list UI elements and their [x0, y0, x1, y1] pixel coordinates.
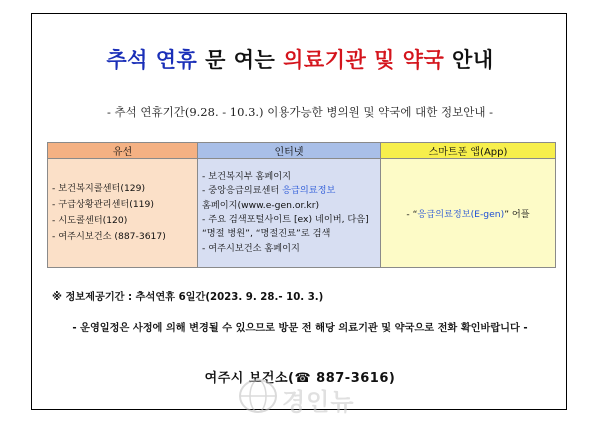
phone-item: - 시도콜센터(120) [52, 215, 128, 226]
app-name[interactable]: 응급의료정보(E-gen) [417, 209, 505, 220]
header-app: 스마트폰 앱(App) [381, 143, 556, 159]
phone-cell [48, 159, 198, 268]
internet-item: - 주요 검색포털사이트 [ex) 네이버, 다음] [202, 214, 369, 225]
app-suffix: ” 어플 [504, 209, 530, 220]
table-row [48, 159, 556, 268]
internet-cell [198, 159, 381, 268]
title-holiday: 추석 연휴 [106, 48, 198, 72]
subtitle: - 추석 연휴기간(9.28. - 10.3.) 이용가능한 병의원 및 약국에 대한 정보안내 - [107, 105, 493, 119]
internet-item [202, 184, 376, 198]
internet-item: - 보건복지부 홈페이지 [202, 170, 292, 182]
header-phone: 유선 [48, 143, 198, 159]
app-item [385, 206, 551, 220]
title-facilities: 의료기관 및 약국 [283, 48, 445, 72]
watermark-text: 경인뉴 [282, 388, 355, 416]
title-guide: 안내 [444, 48, 494, 72]
internet-item: 홈페이지(www.e-gen.or.kr) [202, 199, 320, 211]
page-title [0, 44, 600, 74]
internet-item: “명절 병원”, “명절진료”로 검색 [202, 228, 331, 240]
app-prefix: - “ [406, 209, 418, 220]
phone-item: - 보건복지콜센터(129) [52, 182, 146, 194]
title-open: 문 여는 [197, 48, 284, 72]
info-period: ※ 정보제공기간 : 추석연휴 6일간(2023. 9. 28.- 10. 3.) [52, 292, 324, 303]
table-header-row [48, 143, 556, 159]
egen-link[interactable]: 응급의료정보 [282, 185, 336, 197]
internet-item: - 여주시보건소 홈페이지 [202, 242, 300, 254]
internet-item-text: - 중앙응급의료센터 [202, 185, 283, 197]
footer-contact: 여주시 보건소(☎ 887-3616) [204, 371, 396, 386]
notice-text: - 운영일정은 사정에 의해 변경될 수 있으므로 방문 전 해당 의료기관 및 약국으로 전화 확인바랍니다 - [72, 323, 528, 334]
info-table [47, 142, 556, 268]
phone-item: - 여주시보건소 (887-3617) [52, 231, 166, 243]
app-cell [381, 159, 556, 268]
phone-item: - 구급상황관리센터(119) [52, 198, 154, 210]
header-internet: 인터넷 [198, 143, 381, 159]
